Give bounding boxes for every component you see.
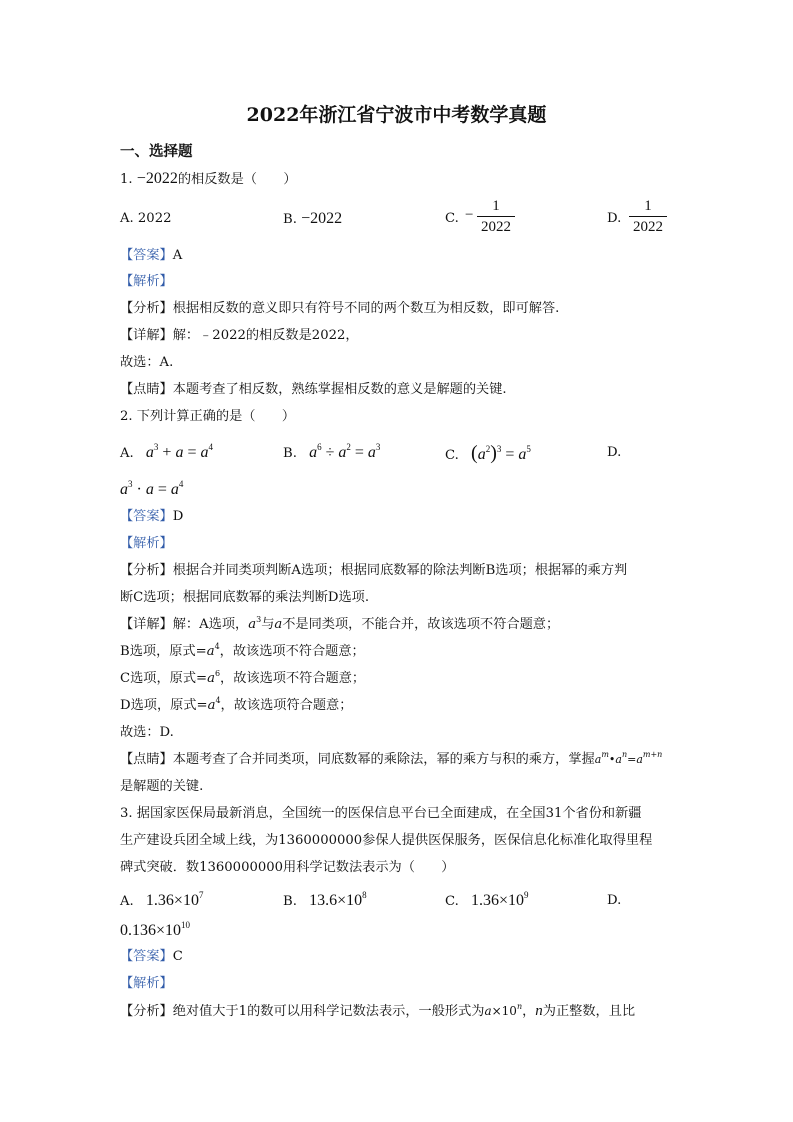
q1-fenxi-text: 根据相反数的意义即只有符号不同的两个数互为相反数，即可解答.: [172, 301, 560, 316]
q1-option-a: A. 2022: [120, 211, 172, 226]
fenxi-tag: 【分析】: [120, 301, 173, 316]
q1-option-b-math: −2022: [301, 210, 343, 227]
q2-option-a: [120, 444, 213, 463]
fraction-bar: [477, 216, 515, 217]
q2-xiangjie-a-text-3: 不是同类项，不能合并，故该选项不符合题意；: [282, 617, 560, 632]
q1-option-c-label: C.: [445, 211, 459, 226]
q3-option-a-math: 1.36×10: [145, 892, 199, 909]
fenxi-tag: 【分析】: [120, 563, 173, 578]
q2-dianjing-text-1: 本题考查了合并同类项，同底数幂的乘除法，幂的乘方与积的乘方，掌握: [172, 752, 595, 767]
q1-stem-text: 的相反数是（ ）: [177, 172, 297, 187]
q2-fenxi-line-1: [120, 562, 627, 580]
q1-fenxi: [120, 300, 559, 318]
q1-xiangjie: [120, 327, 359, 345]
q2-option-b-math: $a^6 \div a^2 = a^3$: [309, 442, 381, 461]
q3-option-a: [120, 892, 203, 911]
q2-option-c-label: C.: [445, 448, 459, 463]
q2-dianjing-line-2: 是解题的关键.: [120, 779, 204, 794]
q3-option-d-label: D.: [607, 893, 622, 908]
q3-option-b-exponent: 8: [362, 890, 367, 900]
q3-fenxi-text-1: 绝对值大于1的数可以用科学记数法表示，一般形式为: [172, 1004, 485, 1019]
q1-option-c-numerator: 1: [492, 198, 500, 214]
q3-option-d: [120, 922, 190, 941]
q1-option-c-denominator: 2022: [481, 219, 511, 235]
q3-fenxi-text-2: 为正整数，且比: [542, 1004, 636, 1019]
q2-line-c-text-2: ，故该选项不符合题意；: [220, 671, 366, 686]
answer-tag: 【答案】: [120, 509, 173, 524]
q2-option-d-math: $a^3 \cdot a = a^4$: [120, 479, 184, 498]
q2-option-d-label: D.: [607, 445, 622, 460]
q3-answer: [120, 948, 183, 966]
q2-xiangjie-line-d: D选项，原式$=a^4$，故该选项符合题意；: [120, 696, 353, 713]
q1-option-d-label: D.: [607, 211, 622, 226]
q2-line-b-text-2: ，故该选项不符合题意；: [219, 644, 365, 659]
q1-option-d-fraction: [629, 197, 667, 236]
q2-line-c-text-1: C选项，原式=: [120, 671, 208, 686]
q2-option-c: [445, 444, 531, 465]
q2-line-d-text-1: D选项，原式=: [120, 698, 208, 713]
q3-option-c-exponent: 9: [524, 890, 529, 900]
q1-option-b-label: B.: [283, 212, 297, 227]
q1-option-d-denominator: 2022: [633, 219, 663, 235]
q1-number: 1.: [120, 172, 133, 187]
q2-xiangjie-a-text-1: 解：A选项，: [172, 617, 249, 632]
q1-option-d-numerator: 1: [644, 198, 652, 214]
q1-dianjing: [120, 381, 507, 399]
q2-choose: 故选：D.: [120, 725, 174, 740]
q1-dianjing-text: 本题考查了相反数，熟练掌握相反数的意义是解题的关键.: [172, 382, 507, 397]
answer-tag: 【答案】: [120, 248, 173, 263]
q2-line-d-text-2: ，故该选项符合题意；: [220, 698, 353, 713]
xiangjie-tag: 【详解】: [120, 617, 173, 632]
xiangjie-tag: 【详解】: [120, 328, 173, 343]
q2-option-c-math: $(a^2)^3 = a^5$: [471, 442, 531, 464]
dianjing-tag: 【点睛】: [120, 752, 173, 767]
q2-xiangjie-a-text-2: 与: [261, 617, 275, 632]
q2-answer: [120, 508, 183, 526]
q3-stem-line-2: 生产建设兵团全域上线，为1360000000参保人提供医保服务，医保信息化标准化取得里程: [120, 833, 653, 848]
q3-stem-line-1: 3. 据国家医保局最新消息，全国统一的医保信息平台已全面建成，在全国31个省份和新疆: [120, 806, 642, 821]
section-heading: 一、选择题: [120, 143, 193, 160]
q2-analysis-tag: 【解析】: [120, 536, 173, 551]
q2-xiangjie-line-c: C选项，原式$=a^6$，故该选项不符合题意；: [120, 669, 366, 686]
q1-option-b: [283, 210, 342, 229]
q2-xiangjie-line-a: 【详解】解：A选项，$a^3$与a不是同类项，不能合并，故该选项不符合题意；: [120, 615, 560, 632]
q3-option-d-exponent: 10: [181, 920, 191, 930]
q2-fenxi-text-1: 根据合并同类项判断A选项；根据同底数幂的除法判断B选项；根据幂的乘方判: [172, 563, 628, 578]
q2-option-b: [283, 444, 380, 463]
q1-analysis-tag: 【解析】: [120, 274, 173, 289]
q3-answer-value: C: [172, 949, 183, 964]
q2-xiangjie-line-b: B选项，原式$=a^4$，故该选项不符合题意；: [120, 642, 365, 659]
q2-answer-value: D: [172, 509, 184, 524]
q2-line-b-text-1: B选项，原式=: [120, 644, 207, 659]
q1-answer: [120, 247, 182, 265]
q3-option-a-label: A.: [120, 894, 134, 909]
answer-tag: 【答案】: [120, 949, 173, 964]
q3-fenxi-line-1: 【分析】绝对值大于1的数可以用科学记数法表示，一般形式为$a\times 10^n$，n为正整数，且比: [120, 1002, 636, 1019]
q1-choose: 故选：A.: [120, 355, 174, 370]
q3-stem-line-3: 碑式突破．数1360000000用科学记数法表示为（ ）: [120, 860, 455, 875]
q3-option-b: [283, 892, 367, 911]
q3-option-d-math: 0.136×10: [120, 922, 182, 939]
q1-option-c-sign: −: [465, 207, 474, 223]
q3-option-a-exponent: 7: [198, 890, 204, 900]
fenxi-tag: 【分析】: [120, 1004, 173, 1019]
q3-option-b-label: B.: [283, 894, 297, 909]
q2-stem: 2. 下列计算正确的是（ ）: [120, 409, 296, 424]
q2-dianjing-line-1: 【点睛】本题考查了合并同类项，同底数幂的乘除法，幂的乘方与积的乘方，掌握$a^m•a^n=a^{m+n}$: [120, 750, 663, 767]
q2-option-a-math: $a^3 + a = a^4$: [145, 442, 213, 461]
q2-fenxi-line-2: 断C选项；根据同底数幂的乘法判断D选项.: [120, 590, 370, 605]
page-title: 2022年浙江省宁波市中考数学真题: [246, 104, 547, 126]
fraction-bar: [629, 216, 667, 217]
dianjing-tag: 【点睛】: [120, 382, 173, 397]
q3-option-c-math: 1.36×10: [471, 892, 525, 909]
q3-option-c-label: C.: [445, 894, 459, 909]
q3-option-b-math: 13.6×10: [309, 892, 363, 909]
q1-stem: [120, 170, 297, 189]
q1-stem-math: −2022: [136, 170, 178, 187]
q2-option-a-label: A.: [120, 446, 134, 461]
q3-analysis-tag: 【解析】: [120, 976, 173, 991]
q1-xiangjie-text: 解：﹣2022的相反数是2022，: [172, 328, 359, 343]
q1-answer-value: A: [172, 248, 183, 263]
q1-option-c-fraction: [477, 197, 515, 236]
q2-option-b-label: B.: [283, 446, 297, 461]
q3-option-c: [445, 892, 529, 911]
